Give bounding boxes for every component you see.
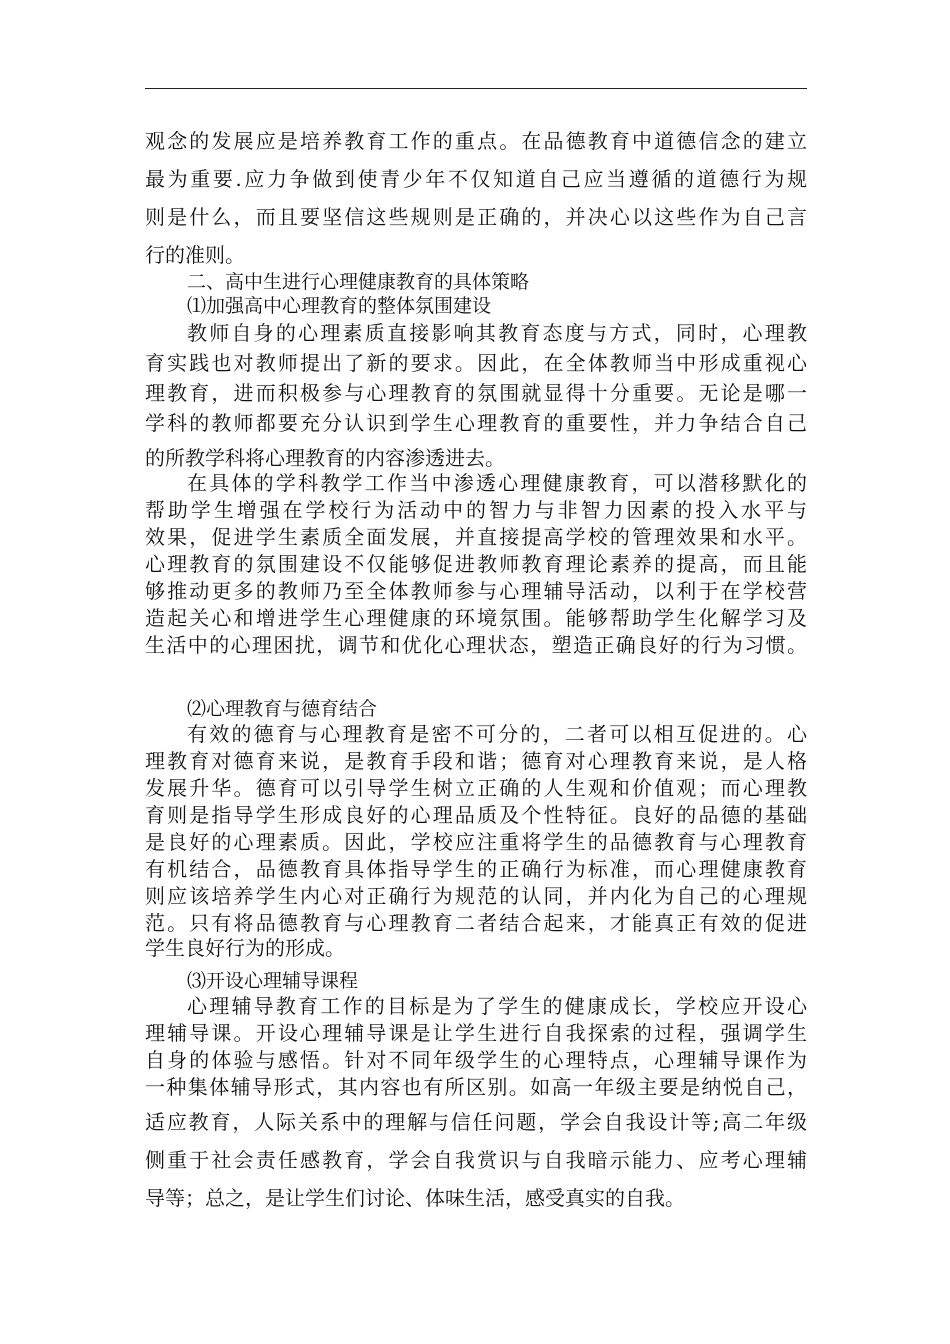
text-line: 效果，促进学生素质全面发展，并直接提高学校的管理效果和水平。 [145, 525, 807, 549]
text-line: 有效的德育与心理教育是密不可分的，二者可以相互促进的。心 [187, 722, 807, 746]
text-line: 在具体的学科教学工作当中渗透心理健康教育，可以潜移默化的 [187, 471, 807, 495]
text-line: 育则是指导学生形成良好的心理品质及个性特征。良好的品德的基础 [145, 803, 807, 827]
text-line: 最为重要.应力争做到使青少年不仅知道自己应当遵循的道德行为规 [145, 167, 807, 191]
text-line: 观念的发展应是培养教育工作的重点。在品德教育中道德信念的建立 [145, 129, 807, 153]
subheading-3: ⑶开设心理辅导课程 [187, 970, 359, 992]
text-line: 理辅导课。开设心理辅导课是让学生进行自我探索的过程，强调学生 [145, 1021, 807, 1045]
paragraph-teacher-quality [145, 318, 807, 478]
text-line: 范。只有将品德教育与心理教育二者结合起来，才能真正有效的促进 [145, 911, 807, 935]
text-line: 行的准则。 [145, 243, 245, 267]
text-line: 学科的教师都要充分认识到学生心理教育的重要性，并力争结合自己 [145, 411, 807, 435]
subheading-1: ⑴加强高中心理教育的整体氛围建设 [187, 295, 492, 317]
text-line: 造起关心和增进学生心理健康的环境氛围。能够帮助学生化解学习及 [145, 606, 807, 630]
text-line: 学生良好行为的形成。 [145, 936, 345, 960]
header-rule [145, 88, 807, 89]
text-line: 教师自身的心理素质直接影响其教育态度与方式，同时，心理教 [187, 321, 807, 345]
paragraph-subject-teaching [145, 470, 807, 659]
text-line: 育实践也对教师提出了新的要求。因此，在全体教师当中形成重视心 [145, 351, 807, 375]
paragraph-grade-content [145, 1103, 807, 1217]
text-line: 生活中的心理困扰，调节和优化心理状态，塑造正确良好的行为习惯。 [145, 633, 807, 657]
text-line: 理教育对德育来说，是教育手段和谐；德育对心理教育来说，是人格 [145, 749, 807, 773]
text-line: 够推动更多的教师乃至全体教师参与心理辅导活动，以利于在学校营 [145, 579, 807, 603]
subheading-2: ⑵心理教育与德育结合 [187, 698, 378, 720]
text-line: 是良好的心理素质。因此，学校应注重将学生的品德教育与心理教育 [145, 830, 807, 854]
text-line: 发展升华。德育可以引导学生树立正确的人生观和价值观；而心理教 [145, 776, 807, 800]
subheading-3-block [145, 969, 807, 993]
text-line: 心理教育的氛围建设不仅能够促进教师教育理论素养的提高，而且能 [145, 552, 807, 576]
heading-strategies: 二、高中生进行心理健康教育的具体策略 [187, 271, 530, 293]
text-line: 自身的体验与感悟。针对不同年级学生的心理特点，心理辅导课作为 [145, 1048, 807, 1072]
text-line: 有机结合，品德教育具体指导学生的正确行为标准，而心理健康教育 [145, 857, 807, 881]
paragraph-counseling-course [145, 993, 807, 1101]
text-line: 一种集体辅导形式，其内容也有所区别。如高一年级主要是纳悦自己， [145, 1075, 807, 1099]
paragraph-moral-belief [145, 122, 807, 274]
text-line: 则应该培养学生内心对正确行为规范的认同，并内化为自己的心理规 [145, 884, 807, 908]
text-line: 帮助学生增强在学校行为活动中的智力与非智力因素的投入水平与 [145, 498, 807, 522]
section-heading-2 [145, 270, 807, 318]
text-line: 侧重于社会责任感教育，学会自我赏识与自我暗示能力、应考心理辅 [145, 1148, 807, 1172]
text-line: 心理辅导教育工作的目标是为了学生的健康成长，学校应开设心 [187, 994, 807, 1018]
paragraph-moral-education-end [145, 929, 807, 967]
text-line: 则是什么，而且要坚信这些规则是正确的，并决心以这些作为自己言 [145, 205, 807, 229]
paragraph-moral-education [145, 721, 807, 937]
text-line: 导等；总之，是让学生们讨论、体味生活，感受真实的自我。 [145, 1186, 685, 1210]
text-line: 理教育，进而积极参与心理教育的氛围就显得十分重要。无论是哪一 [145, 381, 807, 405]
subheading-2-block [145, 697, 807, 721]
text-line: 的所教学科将心理教育的内容渗透进去。 [145, 446, 505, 470]
text-line: 适应教育，人际关系中的理解与信任问题，学会自我设计等;高二年级 [145, 1110, 807, 1134]
